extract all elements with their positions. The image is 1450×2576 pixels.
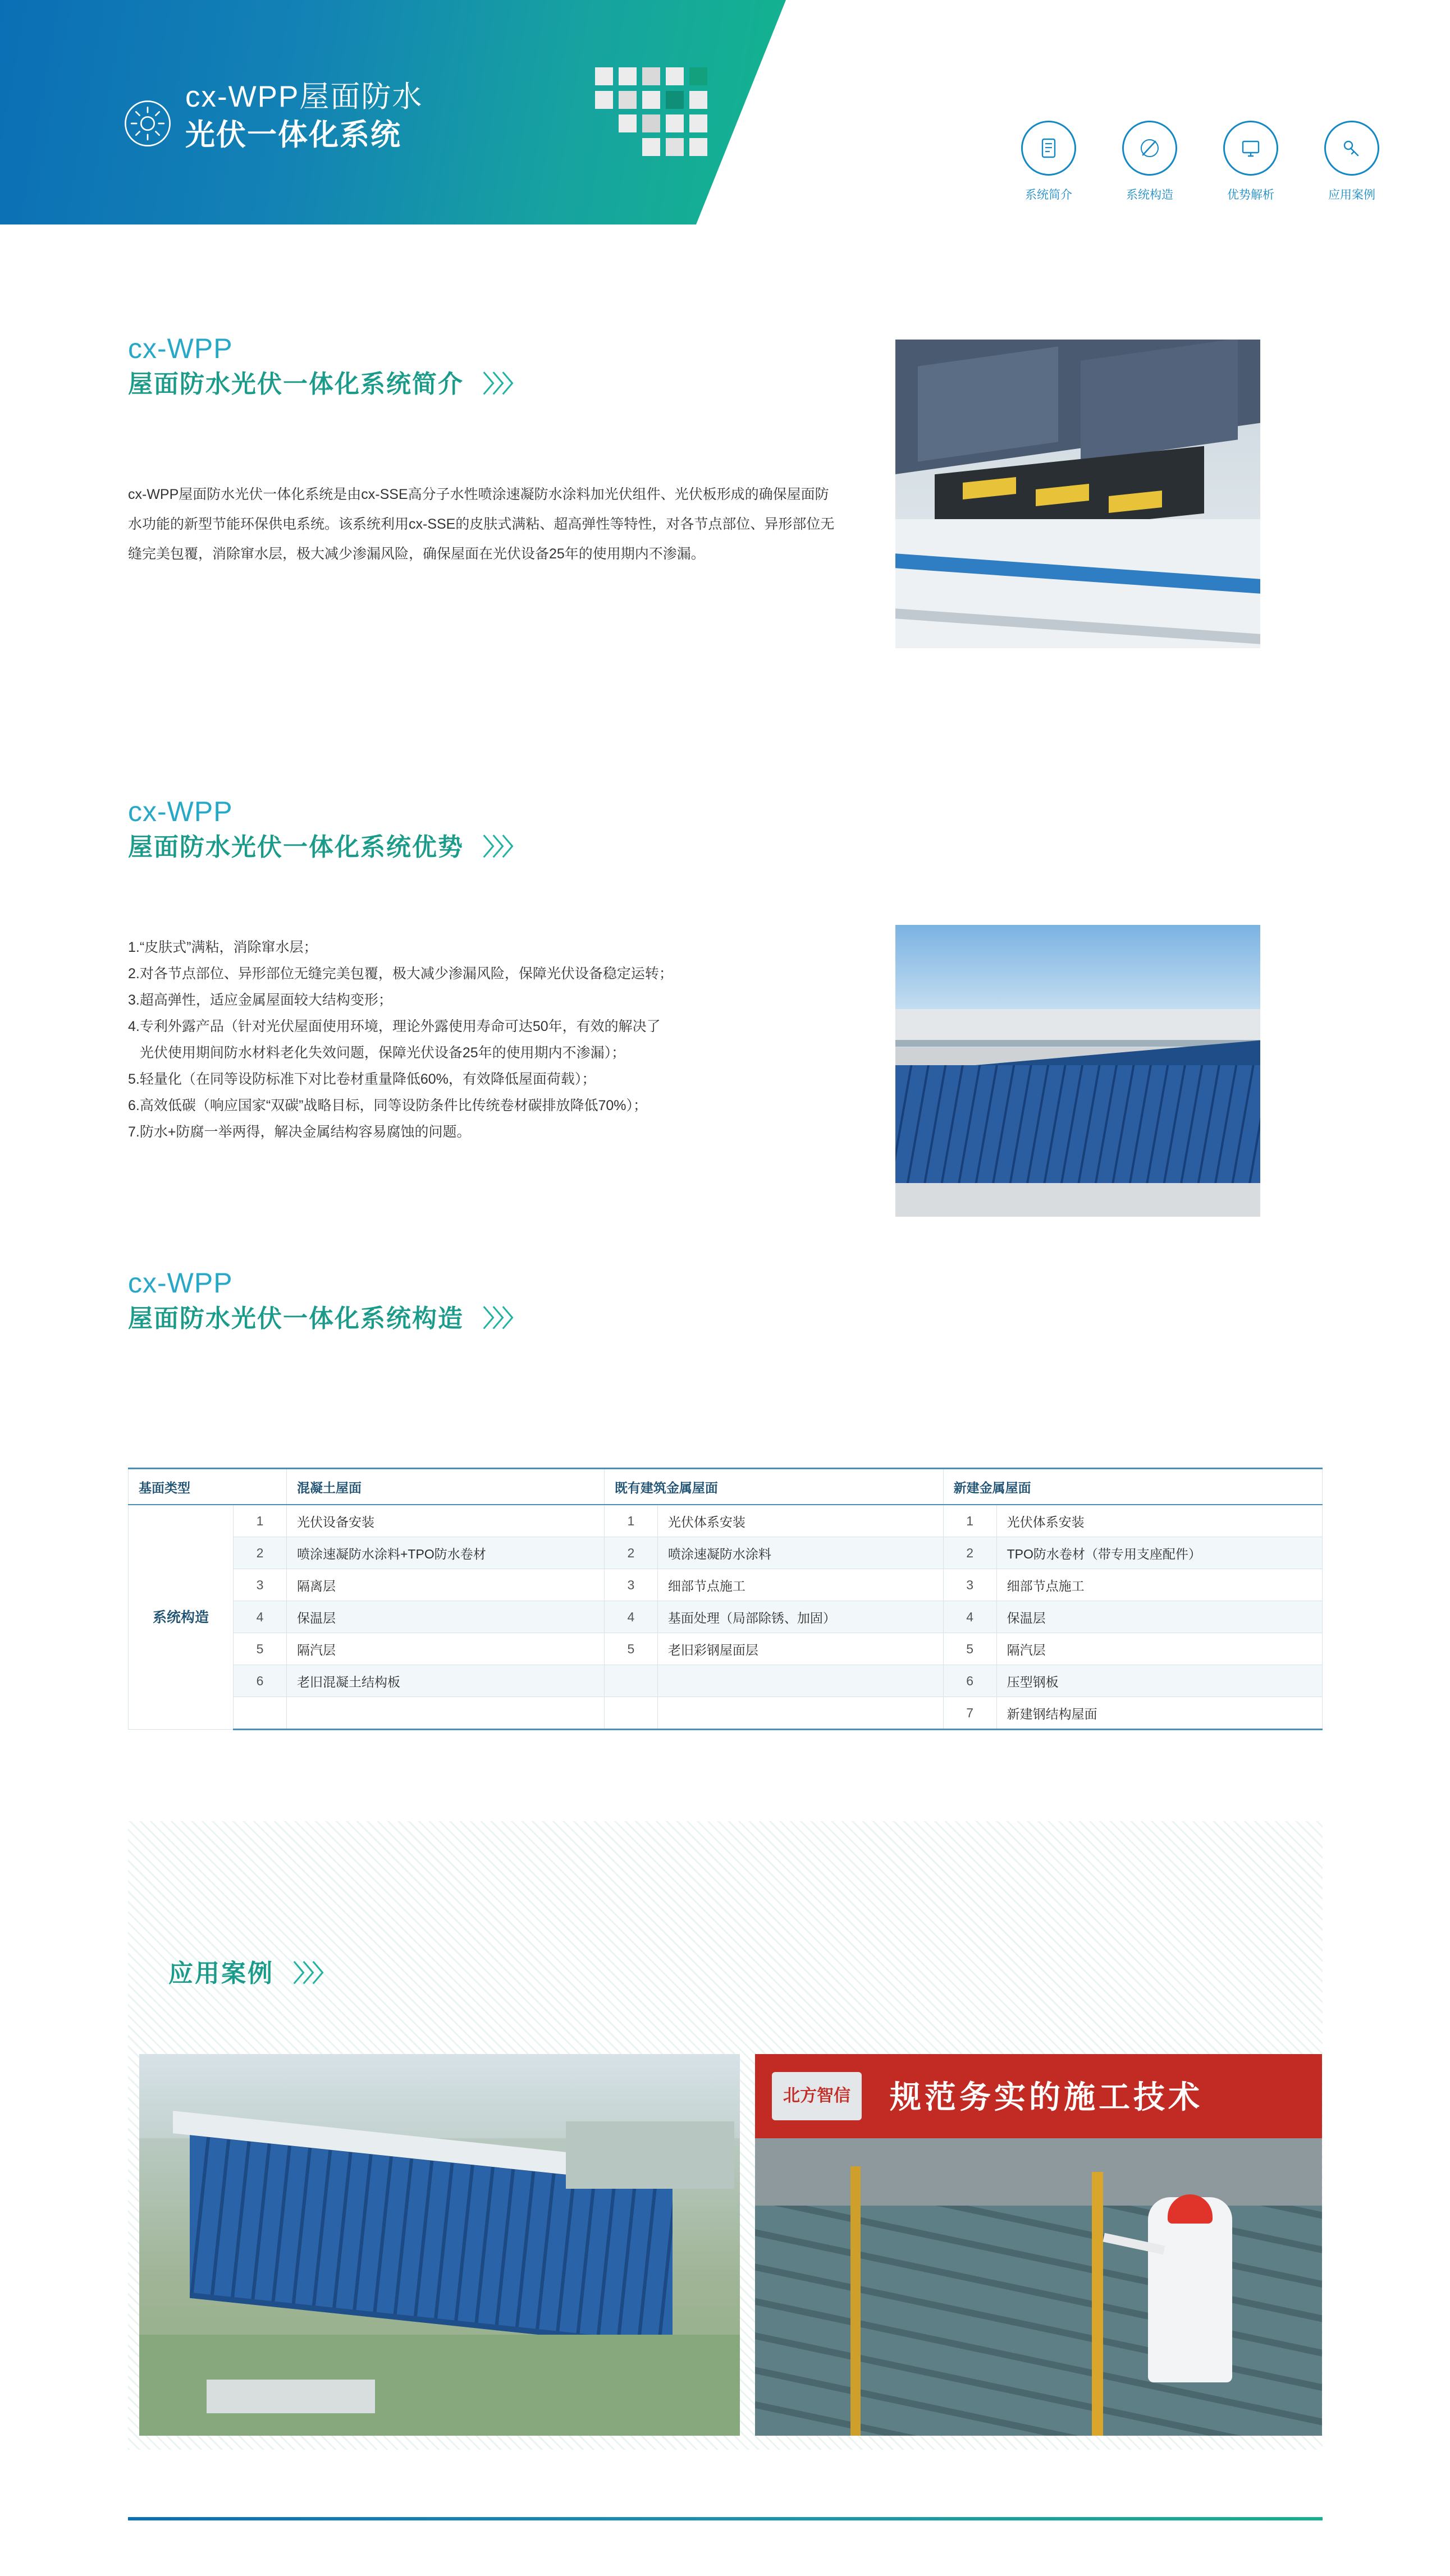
case-photo-left [139,2054,740,2436]
cell-text: 喷涂速凝防水涂料+TPO防水卷材 [287,1537,605,1569]
banner-text: 规范务实的施工技术 [890,2079,1203,2115]
cell-text: 保温层 [996,1601,1322,1633]
section3-heading [128,1300,523,1337]
cell-no: 2 [943,1537,996,1569]
cell-text [657,1697,943,1730]
cell-text: 光伏体系安装 [996,1505,1322,1537]
section2-title [128,794,523,866]
footer-rule [128,2517,1323,2520]
cases-title-text: 应用案例 [168,1960,274,1987]
cell-text: 基面处理（局部除锈、加固） [657,1601,943,1633]
cell-no [234,1697,287,1730]
header-nav[interactable] [1015,121,1385,203]
cell-no: 1 [604,1505,657,1537]
section1-code: cx-WPP [128,333,233,364]
th-new-metal: 新建金属屋面 [943,1469,1322,1505]
cell-text: 隔离层 [287,1569,605,1601]
cell-no: 4 [234,1601,287,1633]
header-title-line2: 光伏一体化系统 [185,118,401,152]
section3-heading-text: 屋面防水光伏一体化系统构造 [128,1305,464,1332]
brush-icon[interactable] [1122,121,1177,176]
cell-text: 新建钢结构屋面 [996,1697,1322,1730]
cell-text: 光伏设备安装 [287,1505,605,1537]
cell-text: 老旧混凝土结构板 [287,1665,605,1697]
key-icon[interactable] [1324,121,1379,176]
cell-no: 6 [943,1665,996,1697]
nav-item-structure[interactable] [1116,121,1183,203]
section3-code: cx-WPP [128,1267,233,1299]
row-label-structure: 系统构造 [129,1505,234,1730]
structure-table [128,1468,1323,1730]
cell-text [657,1665,943,1697]
header-title [185,79,423,155]
cell-no: 2 [604,1537,657,1569]
bullet-7: 7.防水+防腐一举两得，解决金属结构容易腐蚀的问题。 [128,1124,471,1140]
th-concrete: 混凝土屋面 [287,1469,605,1505]
cell-no: 5 [604,1633,657,1665]
banner-logo-text: 北方智信 [783,2087,850,2105]
sun-icon [122,98,173,149]
section1-title [128,331,523,403]
cell-no: 4 [604,1601,657,1633]
cell-no: 5 [943,1633,996,1665]
nav-label-cases: 应用案例 [1328,189,1375,201]
bullet-6: 6.高效低碳（响应国家“双碳”战略目标，同等设防条件比传统卷材碳排放降低70%）； [128,1098,648,1113]
page-header [0,0,1450,224]
table-row [129,1633,1323,1665]
section3-title [128,1266,523,1337]
table-row [129,1665,1323,1697]
bullet-3: 3.超高弹性，适应金属屋面较大结构变形； [128,992,392,1008]
cell-text: 光伏体系安装 [657,1505,943,1537]
header-title-line1: cx-WPP屋面防水 [185,80,423,113]
chevron-icon: 〉〉〉 [483,834,524,860]
monitor-icon[interactable] [1223,121,1278,176]
section1-photo [895,340,1260,648]
bullet-2: 2.对各节点部位、异形部位无缝完美包覆，极大减少渗漏风险，保障光伏设备稳定运转； [128,966,673,982]
section2-photo [895,925,1260,1217]
cell-text: 隔汽层 [287,1633,605,1665]
cell-no: 5 [234,1633,287,1665]
section2-heading [128,829,523,866]
nav-item-advantage[interactable] [1217,121,1284,203]
table-row [129,1601,1323,1633]
section1-paragraph: cx-WPP屋面防水光伏一体化系统是由cx-SSE高分子水性喷涂速凝防水涂料加光伏组件、光伏板形成的确保屋面防水功能的新型节能环保供电系统。该系统利用cx-SSE的皮肤式满粘、超高弹性等特性，对各节点部位、异形部位无缝完美包覆，消除窜水层，极大减少渗漏风险，确保屋面在光伏设备25年的使用期内不渗漏。 [128,487,835,562]
cell-no [604,1697,657,1730]
section2-code: cx-WPP [128,796,233,827]
cell-no: 3 [943,1569,996,1601]
bullet-1: 1.“皮肤式”满粘，消除窜水层； [128,939,318,955]
cell-no: 1 [234,1505,287,1537]
decorative-mosaic [595,67,741,180]
bullet-4b: 光伏使用期间防水材料老化失效问题，保障光伏设备25年的使用期内不渗漏）； [128,1045,626,1061]
document-pen-icon[interactable] [1021,121,1076,176]
cell-text: 喷涂速凝防水涂料 [657,1537,943,1569]
cell-text: TPO防水卷材（带专用支座配件） [996,1537,1322,1569]
chevron-icon: 〉〉〉 [483,371,524,397]
cell-text: 细部节点施工 [657,1569,943,1601]
nav-label-intro: 系统简介 [1025,189,1072,201]
table-row [129,1697,1323,1730]
cell-no: 1 [943,1505,996,1537]
table-header-row [129,1469,1323,1505]
nav-label-advantage: 优势解析 [1227,189,1274,201]
cell-no: 3 [604,1569,657,1601]
section1-heading [128,366,523,403]
table-row [129,1569,1323,1601]
section1-heading-text: 屋面防水光伏一体化系统简介 [128,370,464,398]
cell-no: 7 [943,1697,996,1730]
chevron-icon: 〉〉〉 [483,1305,524,1332]
table-row [129,1505,1323,1537]
table-row [129,1537,1323,1569]
cell-no: 4 [943,1601,996,1633]
bullet-5: 5.轻量化（在同等设防标准下对比卷材重量降低60%，有效降低屋面荷载）； [128,1071,596,1087]
th-existing-metal: 既有建筑金属屋面 [604,1469,943,1505]
cases-title [168,1953,333,1989]
cell-no: 6 [234,1665,287,1697]
cell-text: 细部节点施工 [996,1569,1322,1601]
cell-no: 2 [234,1537,287,1569]
section2-bullets [128,934,863,1145]
nav-item-intro[interactable] [1015,121,1082,203]
bullet-4: 4.专利外露产品（针对光伏屋面使用环境，理论外露使用寿命可达50年，有效的解决了 [128,1019,661,1034]
cell-no [604,1665,657,1697]
cell-text: 压型钢板 [996,1665,1322,1697]
nav-item-cases[interactable] [1318,121,1385,203]
chevron-icon: 〉〉〉 [293,1960,334,1987]
section2-heading-text: 屋面防水光伏一体化系统优势 [128,833,464,861]
nav-label-structure: 系统构造 [1126,189,1173,201]
th-base-type: 基面类型 [129,1469,287,1505]
cell-text [287,1697,605,1730]
cell-text: 保温层 [287,1601,605,1633]
case-photo-right [755,2054,1322,2436]
cell-text: 老旧彩钢屋面层 [657,1633,943,1665]
cell-text: 隔汽层 [996,1633,1322,1665]
cell-no: 3 [234,1569,287,1601]
